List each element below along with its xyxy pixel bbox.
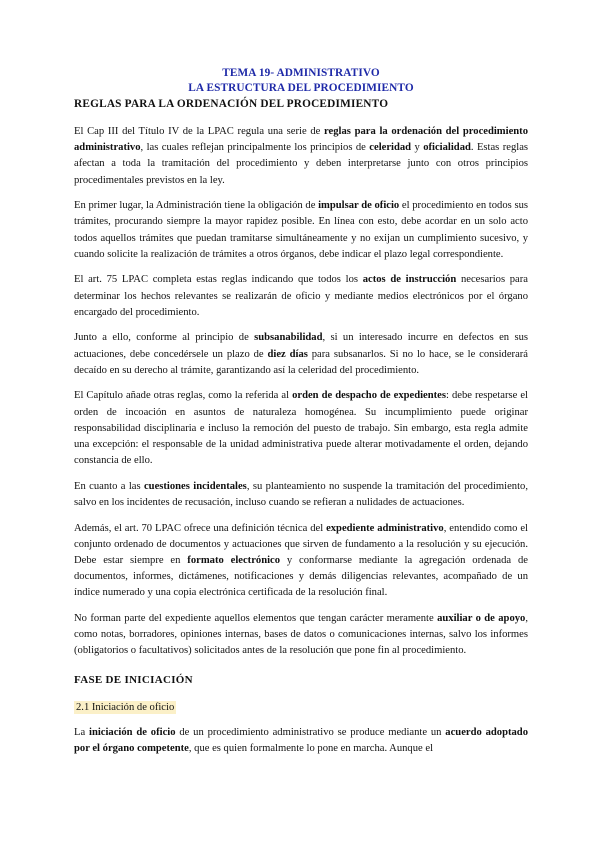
text-run: , si un interesado incurre en defectos en sus actuaciones, debe concedérsele un plazo de <box>74 332 528 360</box>
text-run: No forman parte del expediente aquellos elementos que tengan carácter meramente <box>74 613 438 625</box>
text-run: , entendido como el conjunto ordenado de documentos y actuaciones que sirven de fundamento a la resolución y su ejecución. Debe estar siempre en <box>74 522 528 567</box>
paragraph-initiation <box>74 725 528 757</box>
text-run: y conformarse mediante la agregación ordenada de documentos, informes, dictámenes, notificaciones y demás diligencias relevantes, acompañado de un índice numerado y una copia electrónica certificada de la resolución final. <box>74 555 528 599</box>
bold-term: impulsar de oficio <box>318 200 400 212</box>
bold-term: auxiliar o de apoyo <box>437 613 526 625</box>
text-run: En primer lugar, la Administración tiene la obligación de <box>74 200 319 212</box>
text-run: El art. 75 LPAC completa estas reglas indicando que todos los <box>74 274 363 286</box>
text-run: La <box>74 727 89 739</box>
text-run: El Cap III del Título IV de la LPAC regula una serie de <box>74 126 325 137</box>
text-run: . Estas reglas afectan a toda la tramitación del procedimiento y deben interpretarse junto con otros principios procedimentales previstos en la ley. <box>74 142 529 186</box>
text-run: necesarios para determinar los hechos relevantes se realizarán de oficio y mediante medios electrónicos por el órgano encargado del procedimiento. <box>74 274 528 318</box>
text-run: : debe respetarse el orden de incoación en asuntos de naturaleza homogénea. Su incumplimiento puede originar responsabilidad disciplinaria e incluso la remoción del puesto de trabajo. Sin embargo, esta regla admite una excepción: el responsable de la unidad administrativa puede alterar motivadamente el orden, dejando constancia de ello. <box>74 390 528 467</box>
text-run: de un procedimiento administrativo se produce mediante un <box>175 727 446 739</box>
paragraph <box>74 388 528 469</box>
bold-term: orden de despacho de expedientes <box>292 390 446 402</box>
text-run: y <box>411 142 424 154</box>
text-run: , las cuales reflejan principalmente los principios de <box>140 142 370 154</box>
paragraph <box>74 198 528 263</box>
bold-term: formato electrónico <box>187 555 281 567</box>
text-run: En cuanto a las <box>74 480 144 492</box>
section-heading-initiation: FASE DE INICIACIÓN <box>74 673 193 686</box>
bold-term: celeridad <box>369 142 412 154</box>
bold-term: expediente administrativo <box>326 522 444 534</box>
bold-term: actos de instrucción <box>362 274 457 286</box>
bold-term: reglas para la ordenación del procedimiento administrativo <box>74 126 528 154</box>
document-title <box>74 66 528 96</box>
paragraph <box>74 611 528 660</box>
bold-term: acuerdo adoptado por el órgano competente <box>74 727 528 755</box>
highlighted-subheading: 2.1 Iniciación de oficio <box>76 701 175 713</box>
text-run: El Capítulo añade otras reglas, como la referida al <box>74 390 293 402</box>
paragraph <box>74 521 528 602</box>
text-run: Junto a ello, conforme al principio de <box>74 332 255 344</box>
title-line-2: LA ESTRUCTURA DEL PROCEDIMIENTO <box>188 82 414 94</box>
subheading-wrapper <box>74 700 528 716</box>
paragraph <box>74 272 528 321</box>
bold-term: oficialidad <box>423 142 471 154</box>
paragraph <box>74 479 528 511</box>
paragraph <box>74 330 528 379</box>
document-page <box>74 66 528 757</box>
bold-term: subsanabilidad <box>254 332 323 344</box>
text-run: el procedimiento en todos sus trámites, procurando siempre la mayor rapidez posible. En línea con esto, debe acordar en un solo acto todos aquellos trámites que puedan tramitarse simultáneamente y no exijan un cumplimiento sucesivo, y cuando solicite la realización de trámites a otros órganos, debe indicar el plazo legal correspondiente. <box>74 200 528 260</box>
title-line-1: TEMA 19- ADMINISTRATIVO <box>222 67 380 79</box>
text-run: , su planteamiento no suspende la tramitación del procedimiento, salvo en los incidentes de recusación, incluso cuando se refieran a nulidades de actuaciones. <box>74 480 528 509</box>
text-run: , que es quien formalmente lo pone en marcha. Aunque el <box>188 743 434 755</box>
bold-term: cuestiones incidentales <box>143 480 247 492</box>
paragraph <box>74 124 528 189</box>
section-heading-rules: REGLAS PARA LA ORDENACIÓN DEL PROCEDIMIENTO <box>74 98 389 110</box>
bold-term: iniciación de oficio <box>89 727 176 739</box>
bold-term: diez días <box>267 348 308 360</box>
text-run: Además, el art. 70 LPAC ofrece una definición técnica del <box>74 522 327 534</box>
text-run: , como notas, borradores, opiniones internas, bases de datos o comunicaciones internas, salvo los informes (obligatorios o facultativos) solicitados antes de la resolución que pone fin al procedimiento. <box>74 613 528 657</box>
text-run: para subsanarlos. Si no lo hace, se le considerará decaído en su derecho al trámite, garantizando así la celeridad del procedimiento. <box>74 348 528 376</box>
